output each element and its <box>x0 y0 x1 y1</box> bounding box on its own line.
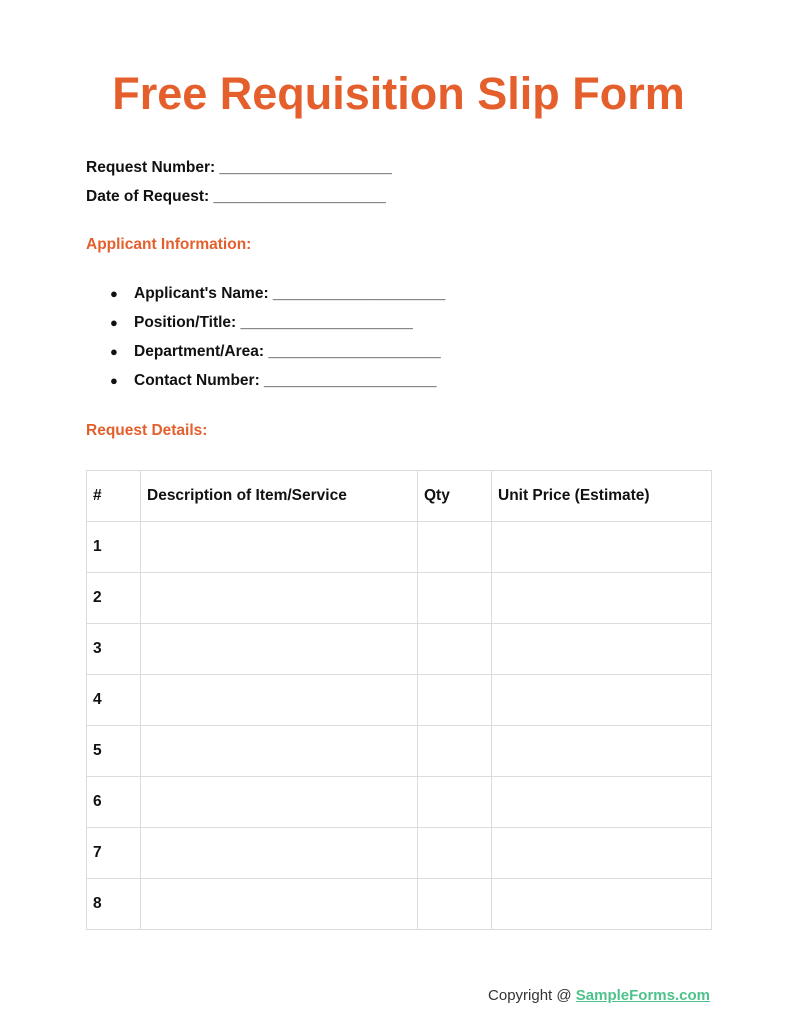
department-area-field[interactable] <box>108 342 445 371</box>
applicant-name-label: Applicant's Name: ____________________ <box>134 285 446 302</box>
column-header-number: # <box>87 471 141 522</box>
position-title-field[interactable] <box>108 313 445 342</box>
table-header-row <box>87 471 712 522</box>
contact-number-field[interactable] <box>108 371 445 400</box>
description-cell[interactable] <box>141 522 418 573</box>
column-header-description: Description of Item/Service <box>141 471 418 522</box>
qty-cell[interactable] <box>418 879 492 930</box>
description-cell[interactable] <box>141 828 418 879</box>
form-title: Free Requisition Slip Form <box>112 68 685 119</box>
request-details-table <box>86 470 712 930</box>
row-number-cell: 6 <box>87 777 141 828</box>
applicant-name-field[interactable] <box>108 284 445 313</box>
table-row <box>87 522 712 573</box>
position-title-label: Position/Title: ____________________ <box>134 314 413 331</box>
bullet-icon: ● <box>110 373 118 388</box>
qty-cell[interactable] <box>418 522 492 573</box>
unit-price-cell[interactable] <box>492 522 712 573</box>
bullet-icon: ● <box>110 344 118 359</box>
row-number-cell: 7 <box>87 828 141 879</box>
table-row <box>87 828 712 879</box>
table-row <box>87 777 712 828</box>
table-row <box>87 573 712 624</box>
description-cell[interactable] <box>141 879 418 930</box>
column-header-qty: Qty <box>418 471 492 522</box>
column-header-unit-price: Unit Price (Estimate) <box>492 471 712 522</box>
description-cell[interactable] <box>141 573 418 624</box>
unit-price-cell[interactable] <box>492 675 712 726</box>
unit-price-cell[interactable] <box>492 777 712 828</box>
description-cell[interactable] <box>141 726 418 777</box>
row-number-cell: 8 <box>87 879 141 930</box>
description-cell[interactable] <box>141 624 418 675</box>
qty-cell[interactable] <box>418 777 492 828</box>
department-area-label: Department/Area: ____________________ <box>134 343 441 360</box>
contact-number-label: Contact Number: ____________________ <box>134 372 437 389</box>
table-row <box>87 624 712 675</box>
sampleforms-link[interactable]: SampleForms.com <box>575 987 710 1004</box>
qty-cell[interactable] <box>418 573 492 624</box>
row-number-cell: 5 <box>87 726 141 777</box>
copyright-footer <box>488 986 710 1006</box>
table-row <box>87 675 712 726</box>
qty-cell[interactable] <box>418 726 492 777</box>
request-number-field[interactable]: Request Number: ____________________ <box>86 159 392 176</box>
copyright-text: Copyright @ <box>488 987 576 1004</box>
description-cell[interactable] <box>141 777 418 828</box>
row-number-cell: 4 <box>87 675 141 726</box>
unit-price-cell[interactable] <box>492 879 712 930</box>
description-cell[interactable] <box>141 675 418 726</box>
request-details-heading: Request Details: <box>86 422 208 439</box>
qty-cell[interactable] <box>418 828 492 879</box>
row-number-cell: 1 <box>87 522 141 573</box>
unit-price-cell[interactable] <box>492 726 712 777</box>
bullet-icon: ● <box>110 286 118 301</box>
applicant-fields-list <box>108 284 445 400</box>
unit-price-cell[interactable] <box>492 828 712 879</box>
date-of-request-field[interactable]: Date of Request: ____________________ <box>86 188 386 205</box>
unit-price-cell[interactable] <box>492 573 712 624</box>
unit-price-cell[interactable] <box>492 624 712 675</box>
applicant-information-heading: Applicant Information: <box>86 236 252 253</box>
row-number-cell: 3 <box>87 624 141 675</box>
qty-cell[interactable] <box>418 675 492 726</box>
qty-cell[interactable] <box>418 624 492 675</box>
bullet-icon: ● <box>110 315 118 330</box>
table-row <box>87 879 712 930</box>
table-row <box>87 726 712 777</box>
row-number-cell: 2 <box>87 573 141 624</box>
